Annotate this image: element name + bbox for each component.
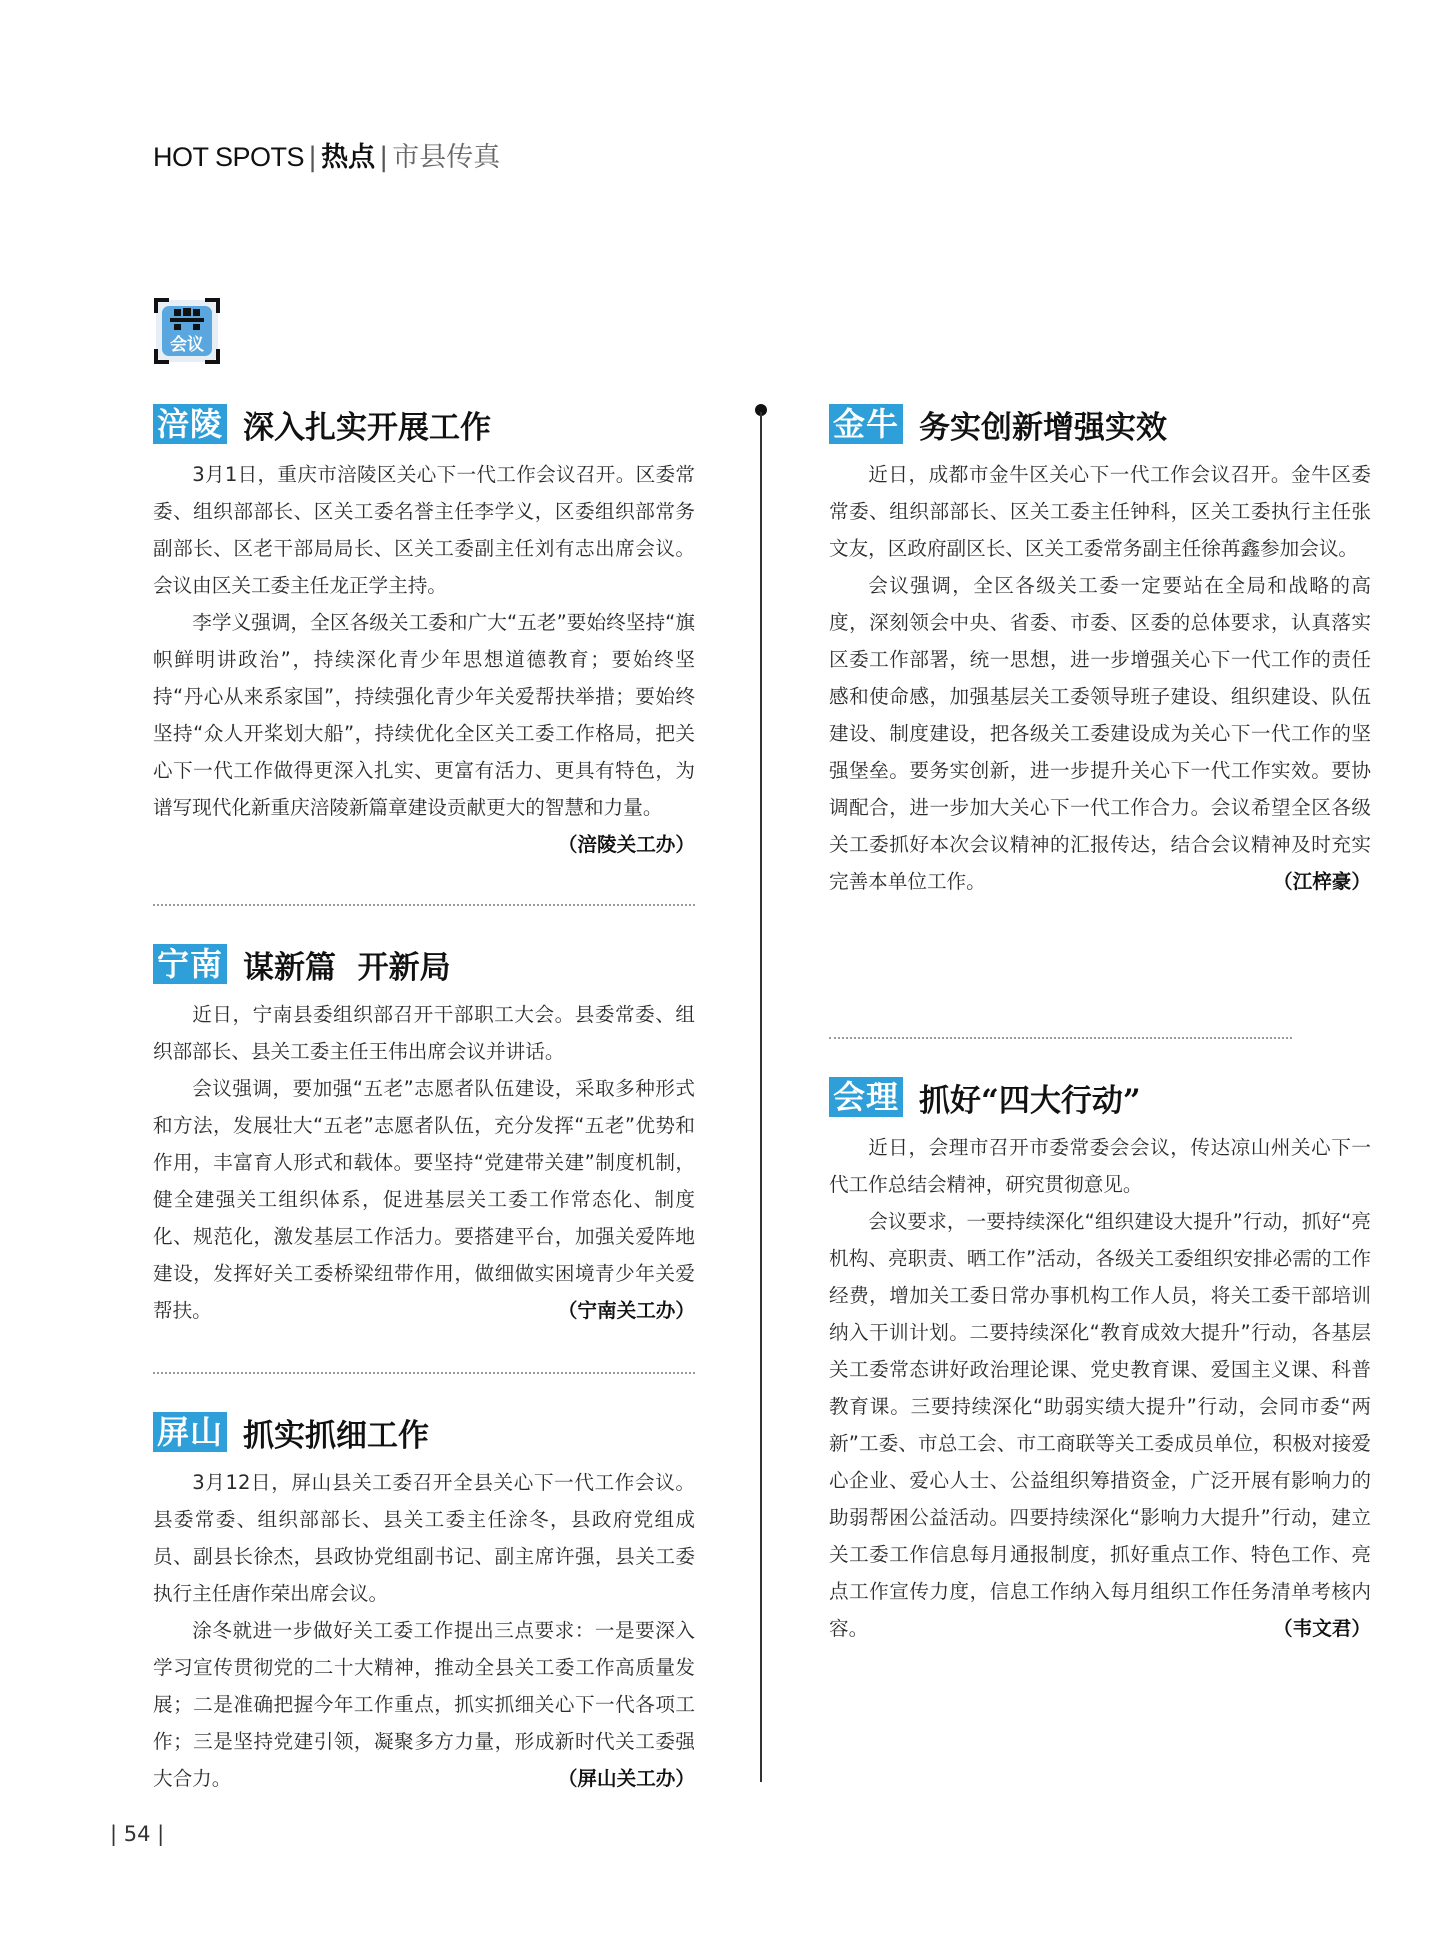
paragraph: 近日，成都市金牛区关心下一代工作会议召开。金牛区委常委、组织部部长、区关工委主任钟科，区关工委执行主任张文友，区政府副区长、区关工委常务副主任徐苒鑫参加会议。 (829, 463, 1371, 560)
article-body (153, 996, 695, 1329)
article-title: 务实创新增强实效 (919, 409, 1168, 446)
paragraph (829, 1203, 1371, 1647)
article-title: 抓好“四大行动” (919, 1082, 1141, 1119)
article-source: （江梓豪） (1273, 870, 1371, 893)
meeting-badge-label: 会议 (170, 335, 204, 355)
article-huili (829, 1075, 1371, 1647)
article-body (153, 1464, 695, 1797)
column-divider (760, 412, 762, 1782)
section-header (153, 137, 500, 177)
article-source: （屏山关工办） (557, 1767, 695, 1790)
article-title-row (829, 1075, 1371, 1119)
paragraph: 3月12日，屏山县关工委召开全县关心下一代工作会议。县委常委、组织部部长、县关工委主任涂冬，县政府党组成员、副县长徐杰，县政协党组副书记、副主席许强，县关工委执行主任唐作荣出席会议。 (153, 1471, 695, 1605)
header-divider: | (308, 142, 318, 173)
article-body (829, 1129, 1371, 1647)
article-ningnan (153, 942, 695, 1329)
meeting-icon (153, 297, 221, 365)
header-hot: 热点 (321, 142, 376, 173)
article-title: 抓实抓细工作 (243, 1417, 430, 1454)
article-body (153, 456, 695, 856)
article-body (829, 456, 1371, 900)
paragraph (153, 1070, 695, 1329)
paragraph: 近日，会理市召开市委常委会会议，传达凉山州关心下一代工作总结会精神，研究贯彻意见。 (829, 1136, 1371, 1196)
article-jinniu (829, 402, 1371, 900)
article-source: （宁南关工办） (557, 1299, 695, 1322)
article-separator (153, 904, 695, 906)
header-sub: 市县传真 (392, 142, 501, 173)
paragraph-text: 李学义强调，全区各级关工委和广大“五老”要始终坚持“旗帜鲜明讲政治”，持续深化青少年思想道德教育；要始终坚持“丹心从来系家国”，持续强化青少年关爱帮扶举措；要始终坚持“众人开桨划大船”，持续优化全区关工委工作格局，把关心下一代工作做得更深入扎实、更富有活力、更具有特色，为谱写现代化新重庆涪陵新篇章建设贡献更大的智慧和力量。 (153, 611, 695, 819)
paragraph-text: 会议要求，一要持续深化“组织建设大提升”行动，抓好“亮机构、亮职责、晒工作”活动，各级关工委组织安排必需的工作经费，增加关工委日常办事机构工作人员，将关工委干部培训纳入干训计划。二要持续深化“教育成效大提升”行动，各基层关工委常态讲好政治理论课、党史教育课、爱国主义课、科普教育课。三要持续深化“助弱实绩大提升”行动，会同市委“两新”工委、市总工会、市工商联等关工委成员单位，积极对接爱心企业、爱心人士、公益组织筹措资金，广泛开展有影响力的助弱帮困公益活动。四要持续深化“影响力大提升”行动，建立关工委工作信息每月通报制度，抓好重点工作、特色工作、亮点工作宣传力度，信息工作纳入每月组织工作任务清单考核内容。 (829, 1210, 1371, 1640)
article-title-row (153, 402, 695, 446)
paragraph-text: 涂冬就进一步做好关工委工作提出三点要求：一是要深入学习宣传贯彻党的二十大精神，推动全县关工委工作高质量发展；二是准确把握今年工作重点，抓实抓细关心下一代各项工作；三是坚持党建引领，凝聚多方力量，形成新时代关工委强大合力。 (153, 1619, 695, 1790)
article-tag: 涪陵 (153, 404, 227, 444)
header-en: HOT SPOTS (153, 142, 305, 172)
paragraph-text: 会议强调，全区各级关工委一定要站在全局和战略的高度，深刻领会中央、省委、市委、区委的总体要求，认真落实区委工作部署，统一思想，进一步增强关心下一代工作的责任感和使命感，加强基层关工委领导班子建设、组织建设、队伍建设、制度建设，把各级关工委建设成为关心下一代工作的坚强堡垒。要务实创新，进一步提升关心下一代工作实效。要协调配合，进一步加大关心下一代工作合力。会议希望全区各级关工委抓好本次会议精神的汇报传达，结合会议精神及时充实完善本单位工作。 (829, 574, 1371, 893)
article-title-row (153, 1410, 695, 1454)
article-tag: 宁南 (153, 944, 227, 984)
article-source: （韦文君） (1273, 1617, 1371, 1640)
paragraph (153, 604, 695, 856)
article-title: 深入扎实开展工作 (243, 409, 492, 446)
article-title-row (829, 402, 1371, 446)
article-tag: 金牛 (829, 404, 903, 444)
article-tag: 屏山 (153, 1412, 227, 1452)
header-divider: | (379, 142, 389, 173)
article-pingshan (153, 1410, 695, 1797)
paragraph: 3月1日，重庆市涪陵区关心下一代工作会议召开。区委常委、组织部部长、区关工委名誉主任李学义，区委组织部常务副部长、区老干部局局长、区关工委副主任刘有志出席会议。会议由区关工委主任龙正学主持。 (153, 463, 695, 597)
article-title-row (153, 942, 695, 986)
article-tag: 会理 (829, 1077, 903, 1117)
article-separator (829, 1037, 1292, 1039)
article-fuling (153, 402, 695, 863)
paragraph: 近日，宁南县委组织部召开干部职工大会。县委常委、组织部部长、县关工委主任王伟出席会议并讲话。 (153, 1003, 695, 1063)
article-source: （涪陵关工办） (557, 833, 695, 856)
article-title: 谋新篇 开新局 (243, 949, 451, 986)
paragraph (153, 1612, 695, 1797)
article-separator (153, 1372, 695, 1374)
page-number: | 54 | (110, 1822, 165, 1846)
paragraph-text: 会议强调，要加强“五老”志愿者队伍建设，采取多种形式和方法，发展壮大“五老”志愿者队伍，充分发挥“五老”优势和作用，丰富育人形式和载体。要坚持“党建带关建”制度机制，健全建强关工组织体系，促进基层关工委工作常态化、制度化、规范化，激发基层工作活力。要搭建平台，加强关爱阵地建设，发挥好关工委桥梁纽带作用，做细做实困境青少年关爱帮扶。 (153, 1077, 695, 1322)
paragraph (829, 567, 1371, 900)
